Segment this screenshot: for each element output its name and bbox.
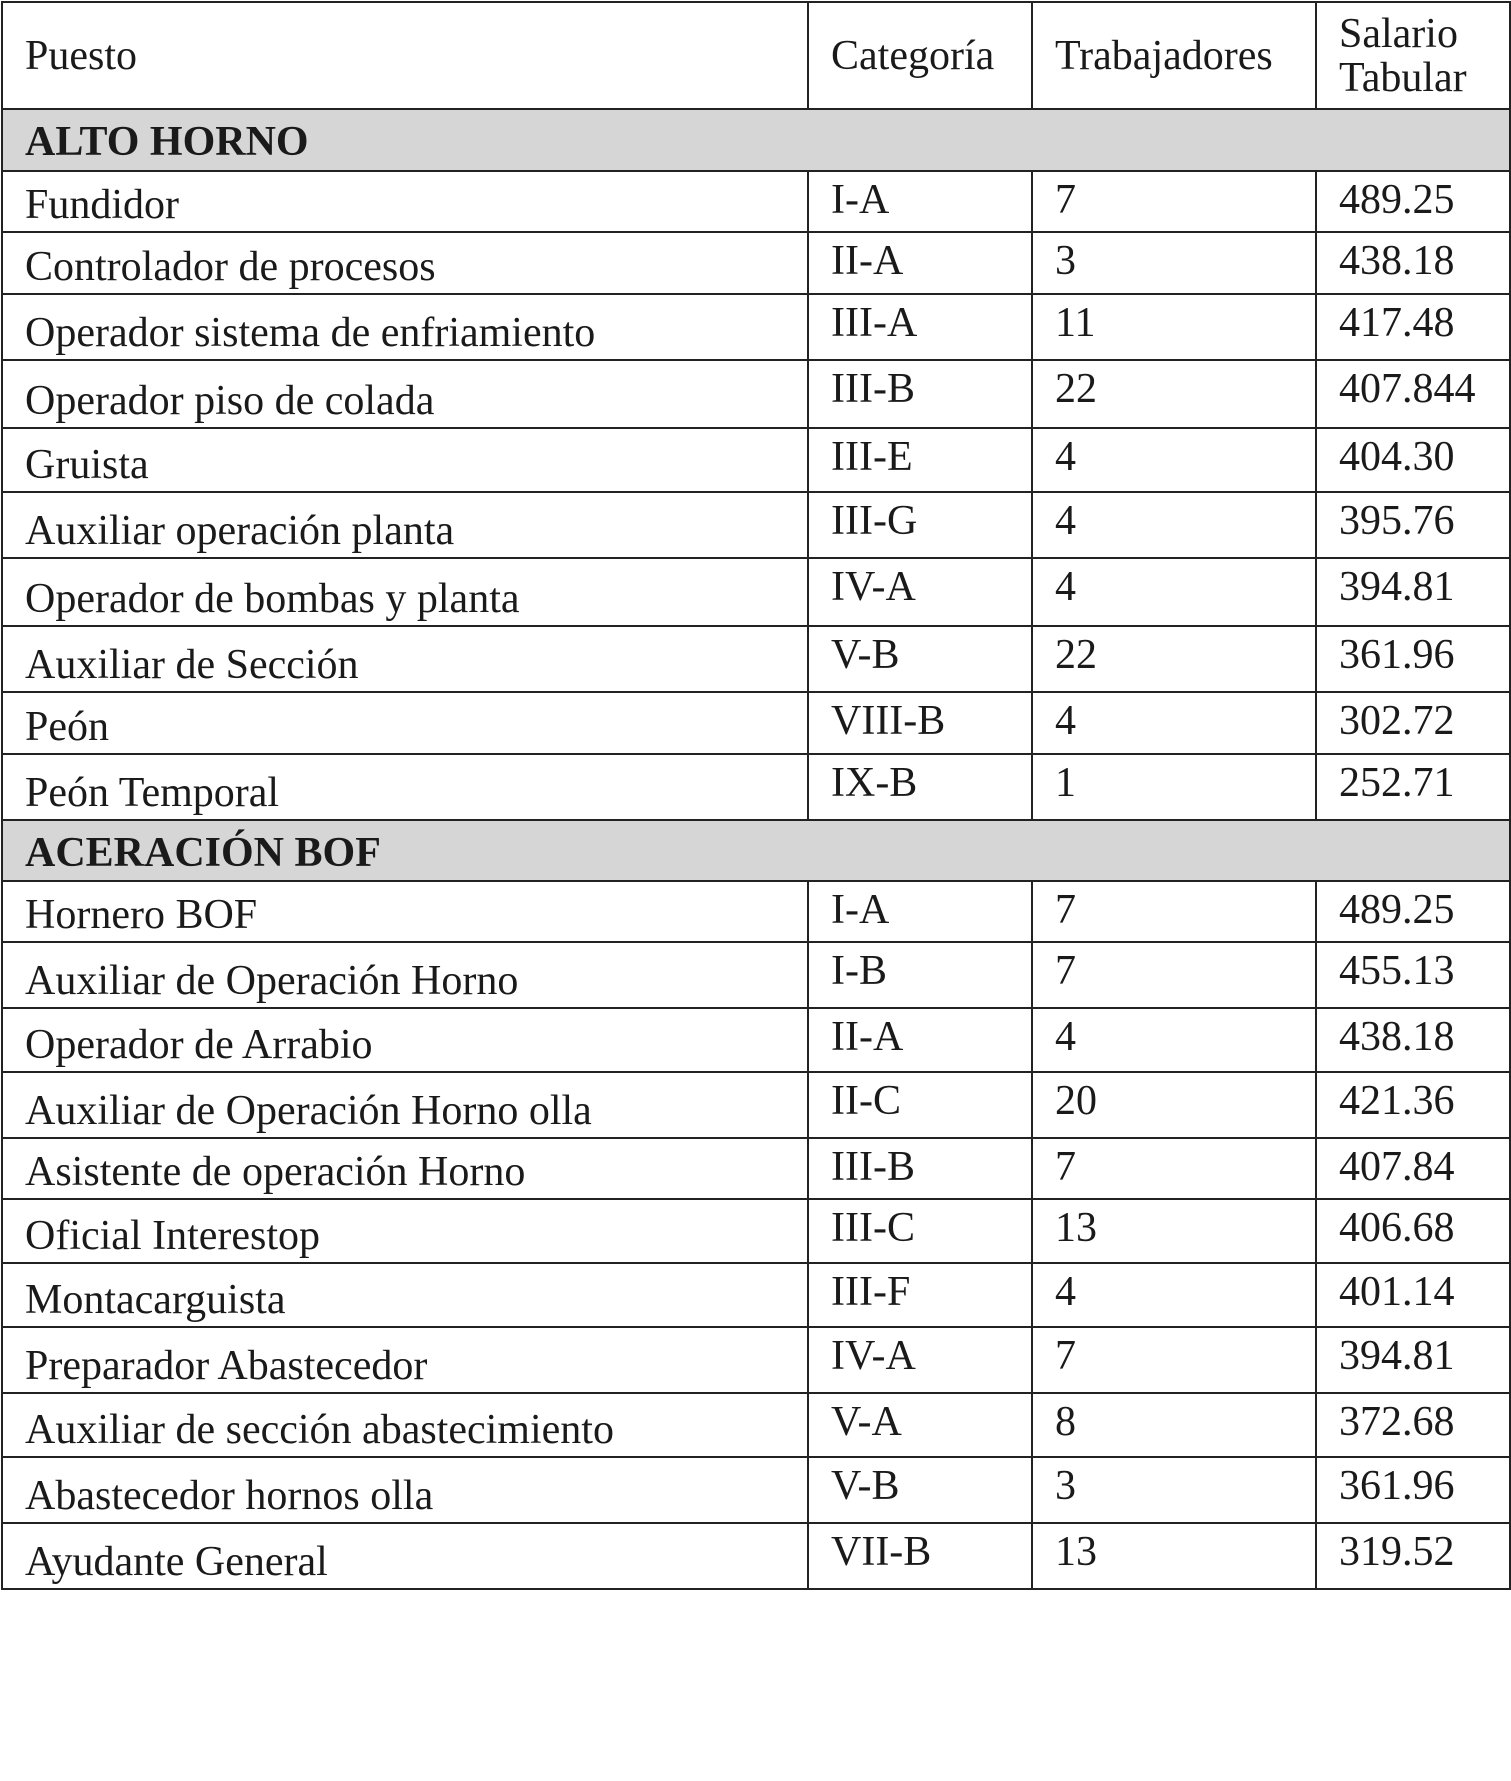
- table-body: [2, 109, 1510, 1589]
- cell-puesto: Operador de Arrabio: [2, 1008, 808, 1072]
- cell-puesto: Auxiliar de Operación Horno: [2, 942, 808, 1008]
- cell-salario: 361.96: [1316, 626, 1510, 692]
- cell-salario: 394.81: [1316, 1327, 1510, 1393]
- table-row: [2, 1072, 1510, 1138]
- cell-puesto: Preparador Abastecedor: [2, 1327, 808, 1393]
- cell-trabajadores: 22: [1032, 360, 1316, 428]
- table-row: [2, 692, 1510, 754]
- cell-puesto: Auxiliar de sección abastecimiento: [2, 1393, 808, 1457]
- cell-puesto: Auxiliar operación planta: [2, 492, 808, 558]
- header-row: [2, 2, 1510, 109]
- header-puesto: Puesto: [2, 2, 808, 109]
- cell-salario: 372.68: [1316, 1393, 1510, 1457]
- cell-categoria: I-A: [808, 881, 1032, 942]
- cell-salario: 489.25: [1316, 881, 1510, 942]
- cell-salario: 407.844: [1316, 360, 1510, 428]
- cell-trabajadores: 7: [1032, 881, 1316, 942]
- cell-puesto: Operador de bombas y planta: [2, 558, 808, 626]
- cell-trabajadores: 20: [1032, 1072, 1316, 1138]
- cell-categoria: III-F: [808, 1263, 1032, 1327]
- cell-trabajadores: 7: [1032, 1138, 1316, 1199]
- table-row: [2, 492, 1510, 558]
- cell-categoria: IV-A: [808, 558, 1032, 626]
- cell-categoria: IX-B: [808, 754, 1032, 820]
- cell-categoria: I-A: [808, 171, 1032, 232]
- cell-categoria: V-A: [808, 1393, 1032, 1457]
- cell-categoria: III-C: [808, 1199, 1032, 1263]
- cell-trabajadores: 4: [1032, 1263, 1316, 1327]
- cell-salario: 417.48: [1316, 294, 1510, 360]
- cell-trabajadores: 11: [1032, 294, 1316, 360]
- section-row: [2, 109, 1510, 171]
- cell-categoria: VIII-B: [808, 692, 1032, 754]
- table-row: [2, 360, 1510, 428]
- cell-salario: 421.36: [1316, 1072, 1510, 1138]
- salary-table: [1, 1, 1511, 1590]
- cell-puesto: Hornero BOF: [2, 881, 808, 942]
- table-row: [2, 1393, 1510, 1457]
- table-row: [2, 232, 1510, 294]
- cell-salario: 404.30: [1316, 428, 1510, 492]
- cell-salario: 438.18: [1316, 232, 1510, 294]
- cell-salario: 406.68: [1316, 1199, 1510, 1263]
- section-title: ALTO HORNO: [2, 109, 1510, 171]
- cell-salario: 407.84: [1316, 1138, 1510, 1199]
- cell-categoria: II-A: [808, 1008, 1032, 1072]
- cell-puesto: Abastecedor hornos olla: [2, 1457, 808, 1523]
- cell-puesto: Operador piso de colada: [2, 360, 808, 428]
- table-row: [2, 1523, 1510, 1589]
- table-row: [2, 1327, 1510, 1393]
- table-row: [2, 942, 1510, 1008]
- cell-categoria: III-E: [808, 428, 1032, 492]
- cell-puesto: Oficial Interestop: [2, 1199, 808, 1263]
- table-row: [2, 294, 1510, 360]
- cell-trabajadores: 13: [1032, 1199, 1316, 1263]
- table-row: [2, 171, 1510, 232]
- table-row: [2, 1138, 1510, 1199]
- cell-categoria: VII-B: [808, 1523, 1032, 1589]
- cell-categoria: II-C: [808, 1072, 1032, 1138]
- cell-puesto: Auxiliar de Operación Horno olla: [2, 1072, 808, 1138]
- table-row: [2, 558, 1510, 626]
- header-salario-line2: Tabular: [1339, 54, 1467, 101]
- header-trabajadores: Trabajadores: [1032, 2, 1316, 109]
- cell-categoria: V-B: [808, 626, 1032, 692]
- cell-categoria: III-G: [808, 492, 1032, 558]
- cell-trabajadores: 4: [1032, 1008, 1316, 1072]
- table-row: [2, 1199, 1510, 1263]
- table-row: [2, 1008, 1510, 1072]
- cell-salario: 401.14: [1316, 1263, 1510, 1327]
- cell-salario: 319.52: [1316, 1523, 1510, 1589]
- cell-trabajadores: 3: [1032, 1457, 1316, 1523]
- cell-categoria: III-B: [808, 1138, 1032, 1199]
- cell-trabajadores: 4: [1032, 492, 1316, 558]
- cell-trabajadores: 4: [1032, 428, 1316, 492]
- header-salario-line1: Salario: [1339, 10, 1458, 57]
- cell-puesto: Fundidor: [2, 171, 808, 232]
- table-row: [2, 1457, 1510, 1523]
- cell-salario: 361.96: [1316, 1457, 1510, 1523]
- cell-trabajadores: 8: [1032, 1393, 1316, 1457]
- cell-puesto: Montacarguista: [2, 1263, 808, 1327]
- cell-puesto: Ayudante General: [2, 1523, 808, 1589]
- cell-trabajadores: 22: [1032, 626, 1316, 692]
- cell-trabajadores: 13: [1032, 1523, 1316, 1589]
- cell-trabajadores: 4: [1032, 692, 1316, 754]
- section-row: [2, 820, 1510, 881]
- cell-categoria: III-B: [808, 360, 1032, 428]
- cell-categoria: II-A: [808, 232, 1032, 294]
- table-row: [2, 428, 1510, 492]
- cell-puesto: Operador sistema de enfriamiento: [2, 294, 808, 360]
- table-row: [2, 1263, 1510, 1327]
- section-title: ACERACIÓN BOF: [2, 820, 1510, 881]
- cell-trabajadores: 7: [1032, 942, 1316, 1008]
- cell-categoria: V-B: [808, 1457, 1032, 1523]
- cell-puesto: Auxiliar de Sección: [2, 626, 808, 692]
- header-categoria: Categoría: [808, 2, 1032, 109]
- cell-salario: 489.25: [1316, 171, 1510, 232]
- cell-categoria: I-B: [808, 942, 1032, 1008]
- cell-categoria: IV-A: [808, 1327, 1032, 1393]
- cell-puesto: Controlador de procesos: [2, 232, 808, 294]
- cell-trabajadores: 1: [1032, 754, 1316, 820]
- table-row: [2, 626, 1510, 692]
- cell-salario: 438.18: [1316, 1008, 1510, 1072]
- cell-puesto: Peón Temporal: [2, 754, 808, 820]
- header-salario: [1316, 2, 1510, 109]
- cell-categoria: III-A: [808, 294, 1032, 360]
- cell-trabajadores: 7: [1032, 171, 1316, 232]
- cell-salario: 302.72: [1316, 692, 1510, 754]
- cell-puesto: Asistente de operación Horno: [2, 1138, 808, 1199]
- table-row: [2, 754, 1510, 820]
- cell-trabajadores: 3: [1032, 232, 1316, 294]
- cell-trabajadores: 4: [1032, 558, 1316, 626]
- cell-salario: 252.71: [1316, 754, 1510, 820]
- cell-puesto: Gruista: [2, 428, 808, 492]
- cell-salario: 395.76: [1316, 492, 1510, 558]
- cell-puesto: Peón: [2, 692, 808, 754]
- table-row: [2, 881, 1510, 942]
- cell-trabajadores: 7: [1032, 1327, 1316, 1393]
- cell-salario: 455.13: [1316, 942, 1510, 1008]
- cell-salario: 394.81: [1316, 558, 1510, 626]
